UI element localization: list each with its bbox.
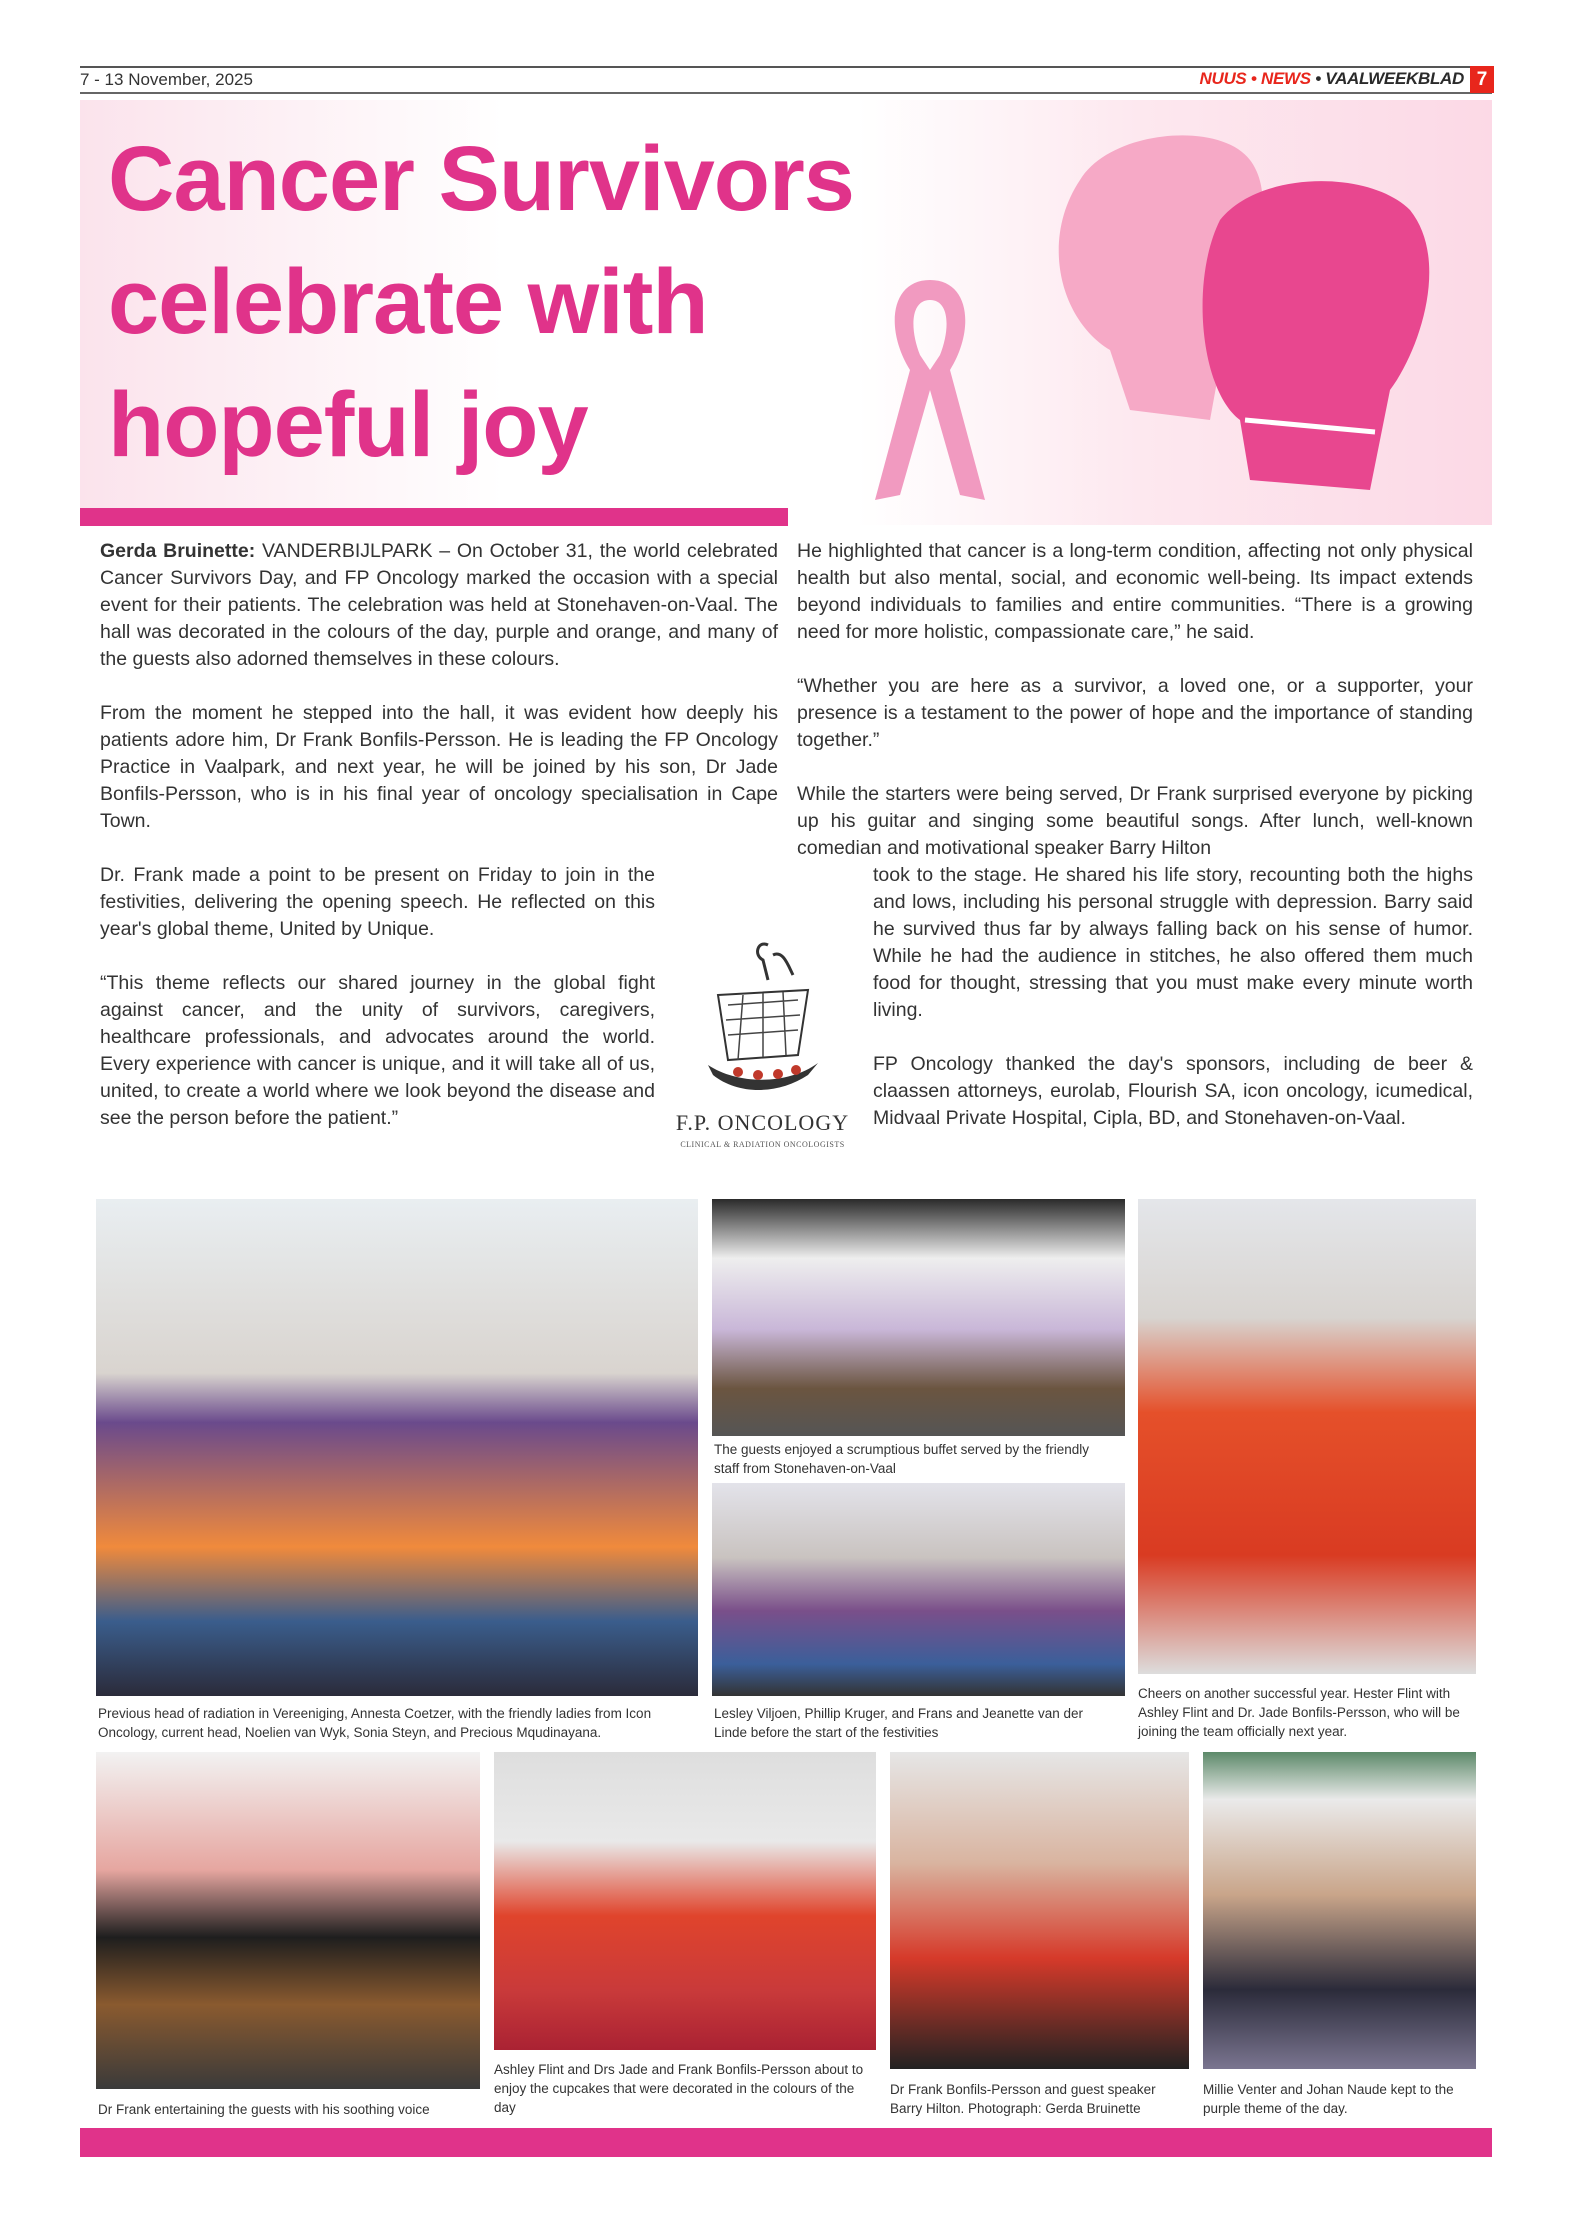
article-paragraph: Dr. Frank made a point to be present on Friday to join in the festivities, delivering the opening speech. He reflected on this year's global theme, United by Unique. (100, 864, 655, 940)
paragraph-text: VANDERBIJLPARK – On October 31, the world celebrated Cancer Survivors Day, and FP Oncology marked the occasion with a special event for their patients. The celebration was held at Stonehaven-on-Vaal. The hall was decorated in the colours of the day, purple and orange, and many of the guests also adorned themselves in these colours. (100, 540, 779, 670)
article-paragraph (100, 538, 778, 673)
footer-bar (80, 2128, 1492, 2157)
photo-flint-family (1138, 1199, 1476, 1674)
page-number: 7 (1470, 66, 1494, 93)
article-paragraph: He highlighted that cancer is a long-term condition, affecting not only physical health but also mental, social, and economic well-being. Its impact extends beyond individuals to families and entire communities. “There is a growing need for more holistic, compassionate care,” he said. (797, 540, 1473, 643)
photo-millie-johan (1203, 1752, 1476, 2069)
boxing-gloves-icon (1020, 120, 1470, 510)
caption-barry-hilton: Dr Frank Bonfils-Persson and guest speaker Barry Hilton. Photograph: Gerda Bruinette (890, 2082, 1156, 2116)
photo-buffet (712, 1199, 1125, 1436)
caption-dr-frank-guitar: Dr Frank entertaining the guests with his soothing voice (98, 2102, 430, 2117)
article-paragraph: took to the stage. He shared his life story, recounting both the highs and lows, including his personal struggle with depression. Barry said he survived thus far by always falling back on his sense of humor. While he had the audience in stitches, he also offered them much food for thought, stressing that you must make every minute worth living. (873, 864, 1473, 1021)
masthead-paper: VAALWEEKBLAD (1325, 69, 1464, 88)
logo-subtitle: CLINICAL & RADIATION ONCOLOGISTS (680, 1140, 845, 1149)
caption-buffet: The guests enjoyed a scrumptious buffet served by the friendly staff from Stonehaven-on-Vaal (714, 1442, 1089, 1476)
headline-line: hopeful joy (108, 374, 588, 476)
headline-line: celebrate with (108, 251, 708, 353)
masthead (1200, 69, 1465, 89)
pink-ribbon-icon (870, 270, 990, 510)
photo-cupcakes (494, 1752, 876, 2050)
photo-dr-frank-guitar (96, 1752, 480, 2089)
header-rule-bottom (80, 92, 1492, 94)
masthead-sep: • (1246, 69, 1261, 88)
headline-underline-bar (80, 508, 788, 526)
article-paragraph: FP Oncology thanked the day's sponsors, including de beer & claassen attorneys, eurolab, Flourish SA, icon oncology, icumedical, Midvaal Private Hospital, Cipla, BD, and Stonehaven-on-Vaal. (873, 1053, 1473, 1129)
caption-guests-table: Lesley Viljoen, Phillip Kruger, and Frans and Jeanette van der Linde before the start of the festivities (714, 1706, 1083, 1740)
photo-guests-table (712, 1483, 1125, 1696)
article-paragraph: “Whether you are here as a survivor, a loved one, or a supporter, your presence is a testament to the power of hope and the importance of standing together.” (797, 675, 1473, 751)
article-paragraph: From the moment he stepped into the hall, it was evident how deeply his patients adore him, Dr Frank Bonfils-Persson. He is leading the FP Oncology Practice in Vaalpark, and next year, he will be joined by his son, Dr Jade Bonfils-Persson, who is in his final year of oncology specialisation in Cape Town. (100, 702, 778, 832)
article-paragraph: While the starters were being served, Dr Frank surprised everyone by picking up his guitar and singing some beautiful songs. After lunch, well-known comedian and motivational speaker Barry Hilton (797, 783, 1473, 859)
headline (108, 118, 854, 487)
caption-icon-oncology: Previous head of radiation in Vereeniging, Annesta Coetzer, with the friendly ladies from Icon Oncology, current head, Noelien van Wyk, Sonia Steyn, and Precious Mqudinayana. (98, 1706, 652, 1740)
photo-barry-hilton (890, 1752, 1189, 2069)
photo-icon-oncology-ladies (96, 1199, 698, 1696)
caption-cheers: Cheers on another successful year. Hester Flint with Ashley Flint and Dr. Jade Bonfils-Persson, who will be joining the team officially next year. (1138, 1686, 1460, 1739)
issue-date: 7 - 13 November, 2025 (80, 70, 253, 89)
masthead-news: NEWS (1260, 69, 1311, 88)
header-rule-top (80, 66, 1492, 68)
caption-millie-johan: Millie Venter and Johan Naude kept to the purple theme of the day. (1203, 2082, 1454, 2116)
article-paragraph: “This theme reflects our shared journey in the global fight against cancer, and the unity of survivors, caregivers, healthcare professionals, and advocates around the world. Every experience with cancer is unique, and it will take all of us, united, to create a world where we look beyond the disease and see the person before the patient.” (100, 972, 655, 1129)
caption-cupcakes: Ashley Flint and Drs Jade and Frank Bonfils-Persson about to enjoy the cupcakes that were decorated in the colours of the day (494, 2062, 864, 2115)
byline: Gerda Bruinette: (100, 540, 256, 562)
masthead-sep: • (1310, 69, 1326, 88)
headline-line: Cancer Survivors (108, 128, 854, 230)
logo-name: F.P. ONCOLOGY (675, 1110, 850, 1135)
article-column-right (797, 538, 1473, 1159)
masthead-nuus: NUUS (1199, 69, 1247, 88)
